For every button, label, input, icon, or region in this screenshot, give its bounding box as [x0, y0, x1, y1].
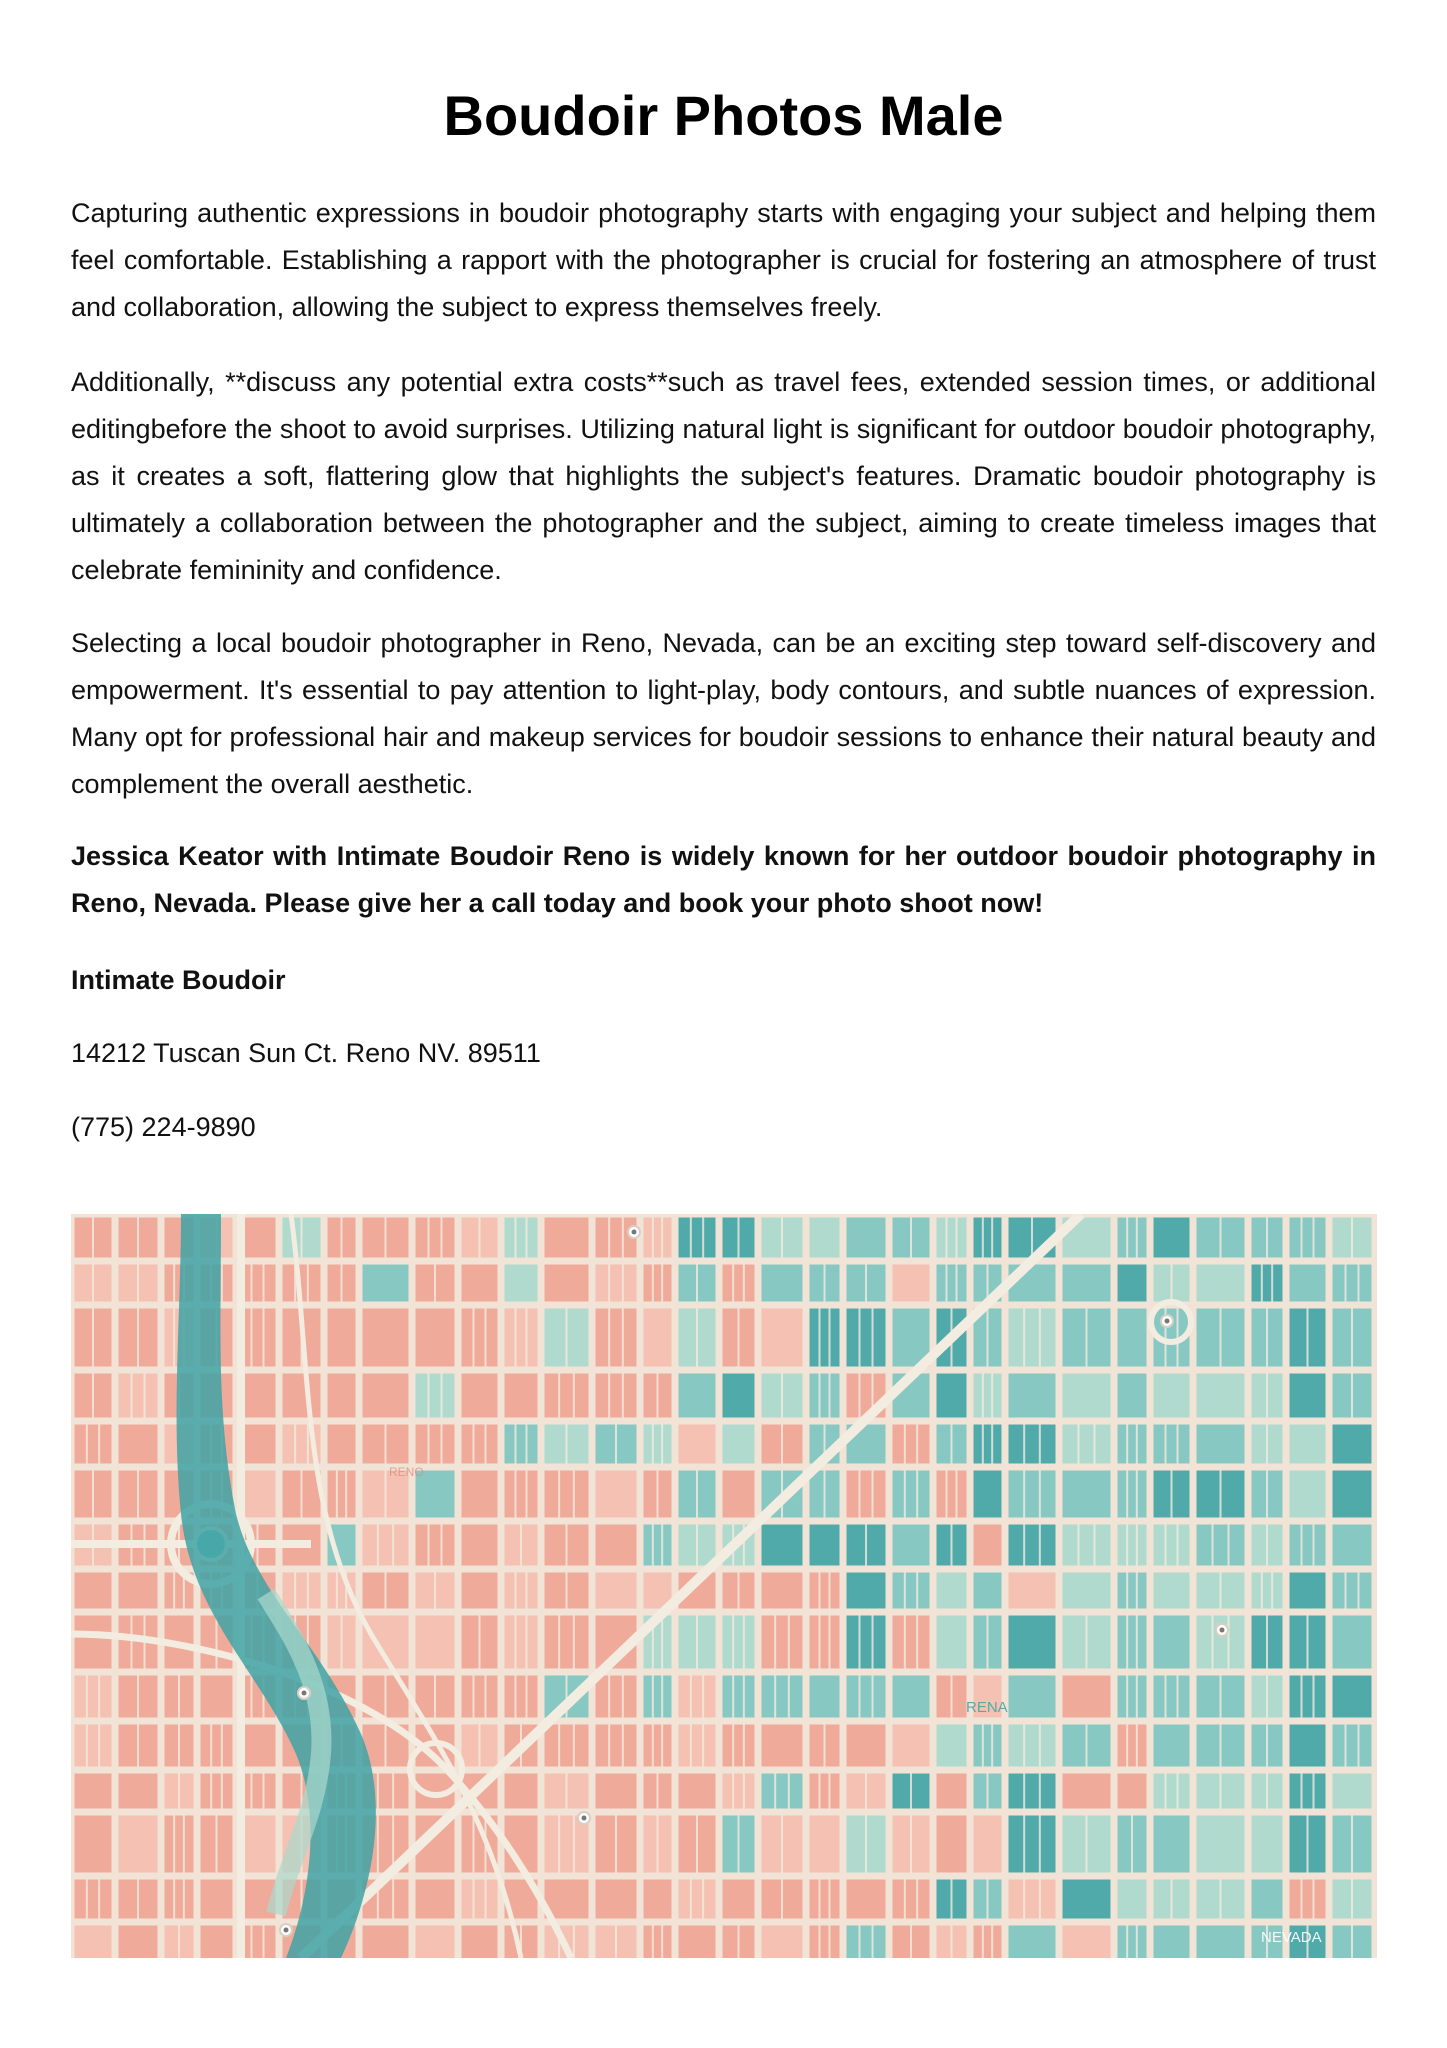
- business-name: Intimate Boudoir: [71, 965, 286, 995]
- city-map-image: [71, 1214, 1377, 1958]
- map-blocks: [75, 1218, 1378, 1959]
- page-title: Boudoir Photos Male: [443, 84, 1004, 147]
- map-label-district: RENO: [389, 1465, 424, 1479]
- paragraph-costs: Additionally, **discuss any potential extra costs**such as travel fees, extended session times, or additional editingbefore the shoot to avoid surprises. Utilizing natural light is significant for outdoor boudoir photography, as it creates a soft, flattering glow that highlights the subject's features. Dramatic boudoir photography is ultimately a collaboration between the photographer and the subject, aiming to create timeless images that celebrate femininity and confidence.: [71, 367, 1376, 585]
- paragraph-intro: Capturing authentic expressions in boudoir photography starts with engaging your subject and helping them feel comfortable. Establishing a rapport with the photographer is crucial for fostering an atmosphere of trust and collaboration, allowing the subject to express themselves freely.: [71, 198, 1376, 322]
- business-address: 14212 Tuscan Sun Ct. Reno NV. 89511: [71, 1038, 541, 1068]
- map-label-state: NEVADA: [1261, 1929, 1322, 1946]
- business-phone: (775) 224-9890: [71, 1112, 256, 1142]
- map-label-city: RENA: [966, 1699, 1008, 1716]
- paragraph-local: Selecting a local boudoir photographer in Reno, Nevada, can be an exciting step toward self-discovery and empowerment. It's essential to pay attention to light-play, body contours, and subtle nuances of expression. Many opt for professional hair and makeup services for boudoir sessions to enhance their natural beauty and complement the overall aesthetic.: [71, 628, 1376, 799]
- call-to-action: Jessica Keator with Intimate Boudoir Reno is widely known for her outdoor boudoir photography in Reno, Nevada. Please give her a call today and book your photo shoot now!: [71, 841, 1376, 918]
